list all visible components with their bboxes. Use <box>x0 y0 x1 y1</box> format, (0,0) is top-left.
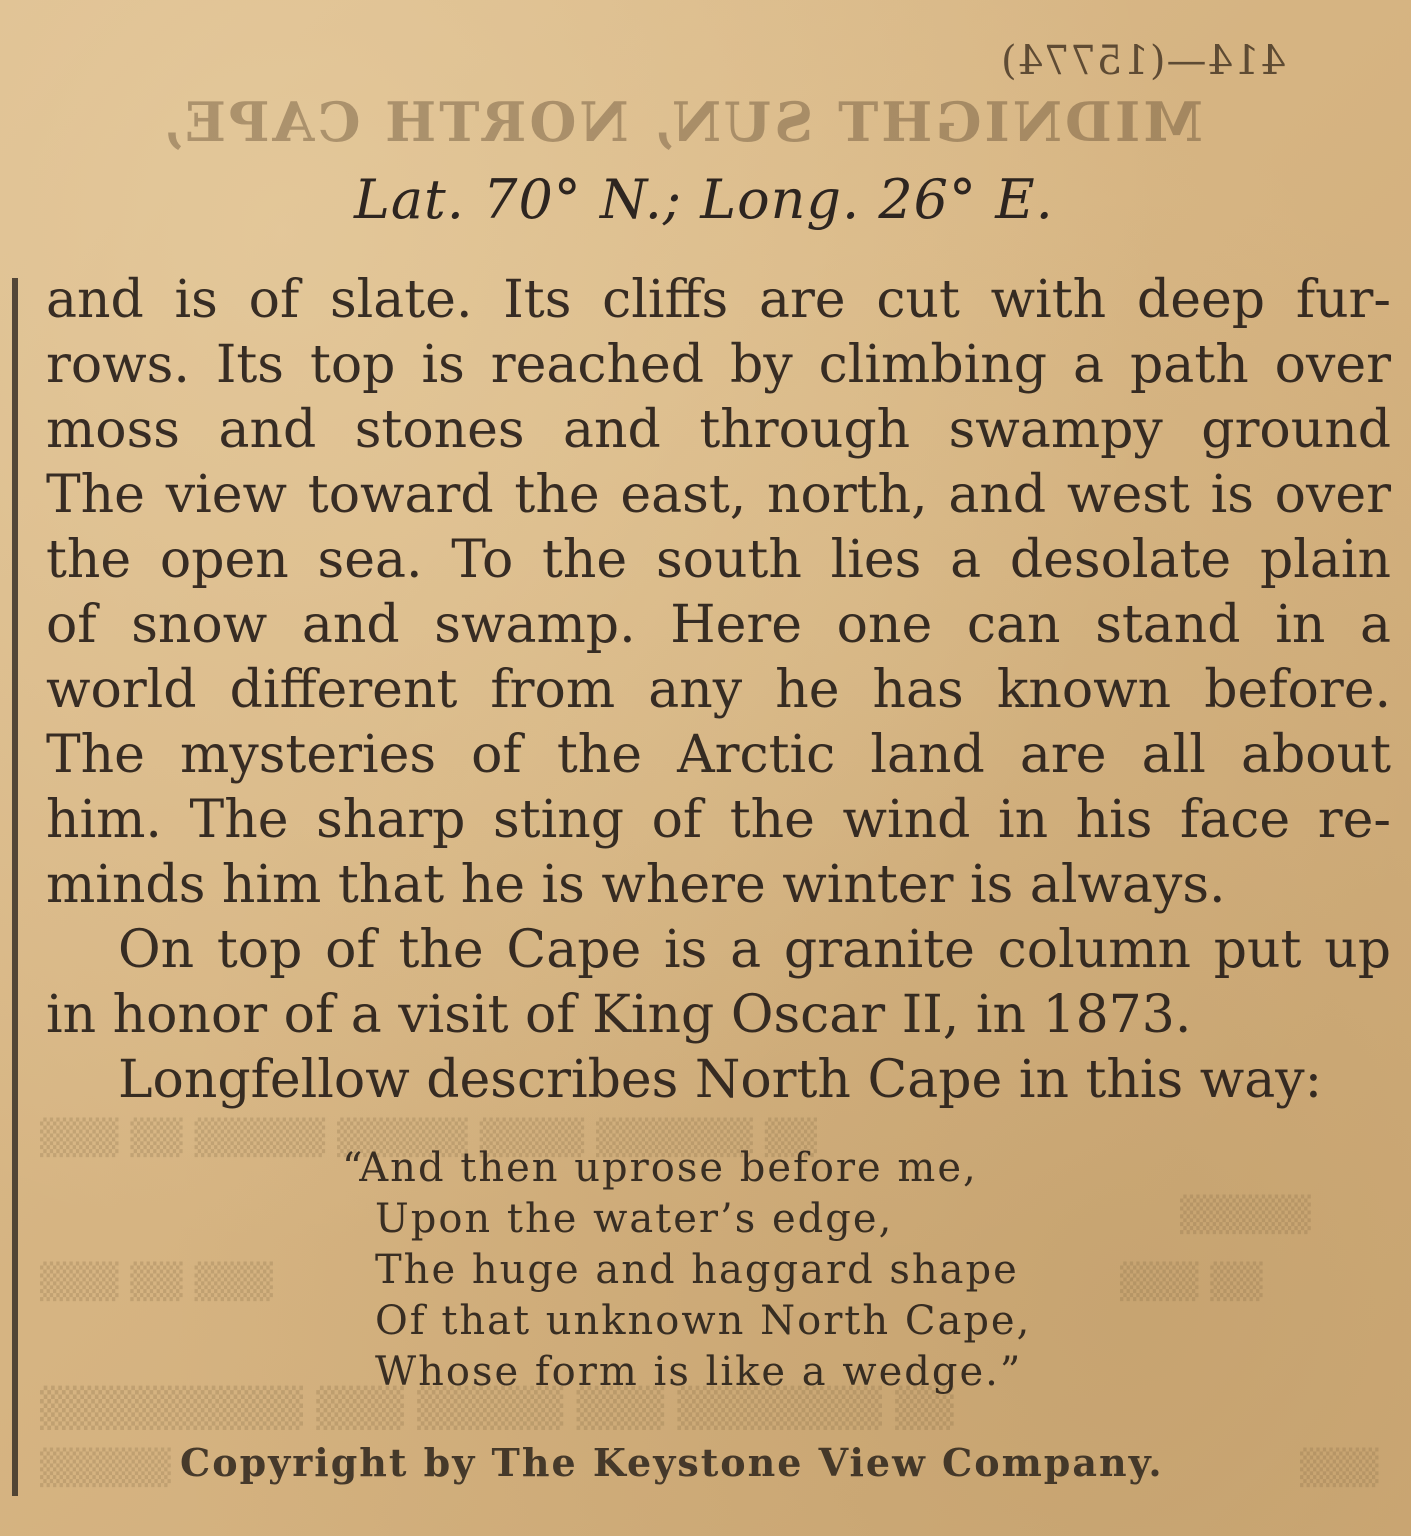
text-line: him. The sharp sting of the wind in his face re- <box>46 790 1391 850</box>
text-line: minds him that he is where winter is always. <box>46 855 1226 915</box>
bleed-through-text: ▒▒ ▒▒▒▒▒▒ ▒▒▒▒ ▒▒▒▒▒ ▒▒▒▒▒ ▒▒ ▒▒▒ ▒▒▒▒▒ ▒▒▒ ▒▒ ▒▒▒ ▒▒ ▒▒▒ ▒▒ ▒▒▒▒▒▒▒ ▒▒▒ ▒▒▒▒▒ ▒▒▒ ▒▒▒▒▒▒▒▒▒ ▒▒▒▒▒ ▒▒▒ <box>40 1118 1379 1488</box>
poem-line: Of that unknown North Cape, <box>375 1298 1032 1344</box>
poem-line: Whose form is like a wedge.” <box>375 1349 1023 1395</box>
text-line: of snow and swamp. Here one can stand in a <box>46 595 1391 655</box>
coordinates-heading: Lat. 70° N.; Long. 26° E. <box>354 168 1054 231</box>
text-line: rows. Its top is reached by climbing a path over <box>46 335 1391 395</box>
text-line: The mysteries of the Arctic land are all about <box>46 725 1391 785</box>
text-line: the open sea. To the south lies a desolate plain <box>46 530 1391 590</box>
poem-line: “And then uprose before me, <box>342 1145 978 1191</box>
copyright-notice: Copyright by The Keystone View Company. <box>180 1440 1164 1485</box>
text-line: On top of the Cape is a granite column put up <box>118 920 1391 980</box>
margin-rule <box>12 278 18 1496</box>
catalog-number: 414—(15774) <box>1000 38 1286 84</box>
description-text <box>46 268 1391 1113</box>
text-line: The view toward the east, north, and west is over <box>46 465 1391 525</box>
longfellow-poem <box>342 1143 1031 1398</box>
text-line: Longfellow describes North Cape in this way: <box>118 1050 1323 1110</box>
poem-line: The huge and haggard shape <box>375 1247 1019 1293</box>
mirrored-title: MIDNIGHT SUN, NORTH CAPE, <box>160 90 1203 154</box>
poem-line: Upon the water’s edge, <box>375 1196 894 1242</box>
text-line: and is of slate. Its cliffs are cut with deep fur- <box>46 270 1391 330</box>
text-line: moss and stones and through swampy ground <box>46 400 1391 460</box>
text-line: in honor of a visit of King Oscar II, in 1873. <box>46 985 1192 1045</box>
text-line: world different from any he has known before. <box>46 660 1391 720</box>
